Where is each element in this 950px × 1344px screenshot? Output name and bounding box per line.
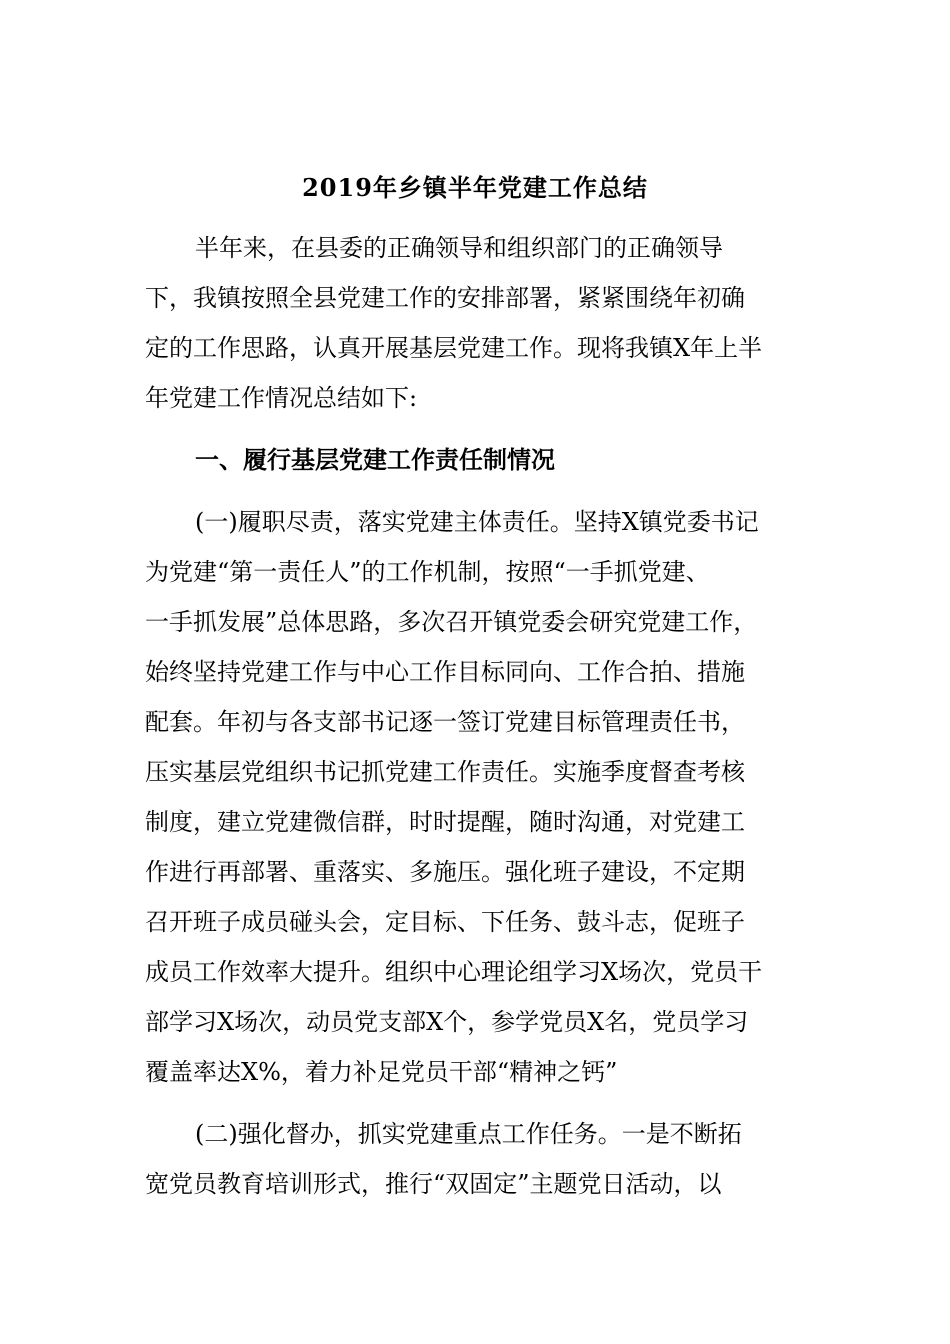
intro-line: 下，我镇按照全县党建工作的安排部署，紧紧围绕年初确 [145, 284, 745, 312]
paragraph-line: 制度，建立党建微信群，时时提醒，随时沟通，对党建工 [145, 808, 745, 836]
intro-line: 定的工作思路，认真开展基层党建工作。现将我镇X年上半 [145, 334, 763, 362]
paragraph-line: 配套。年初与各支部书记逐一签订党建目标管理责任书， [145, 708, 745, 736]
paragraph-line: (二)强化督办，抓实党建重点工作任务。一是不断拓 [195, 1120, 742, 1148]
paragraph-line: 一手抓发展”总体思路，多次召开镇党委会研究党建工作， [145, 608, 758, 636]
paragraph-line: 为党建“第一责任人”的工作机制，按照“一手抓党建、 [145, 558, 710, 586]
paragraph-line: 作进行再部署、重落实、多施压。强化班子建设，不定期 [145, 858, 745, 886]
paragraph-line: (一)履职尽责，落实党建主体责任。坚持X镇党委书记 [195, 508, 759, 536]
document-title: 2019年乡镇半年党建工作总结 [302, 173, 648, 202]
paragraph-line: 成员工作效率大提升。组织中心理论组学习X场次，党员干 [145, 958, 763, 986]
section-heading: 一、履行基层党建工作责任制情况 [195, 445, 555, 474]
paragraph-line: 宽党员教育培训形式，推行“双固定”主题党日活动，以 [145, 1170, 722, 1198]
intro-line: 年党建工作情况总结如下: [145, 384, 418, 412]
intro-line: 半年来，在县委的正确领导和组织部门的正确领导 [195, 234, 723, 262]
paragraph-line: 始终坚持党建工作与中心工作目标同向、工作合拍、措施 [145, 658, 745, 686]
paragraph-line: 召开班子成员碰头会，定目标、下任务、鼓斗志，促班子 [145, 908, 745, 936]
paragraph-line: 部学习X场次，动员党支部X个，参学党员X名，党员学习 [145, 1008, 749, 1036]
paragraph-line: 覆盖率达X%，着力补足党员干部“精神之钙” [145, 1058, 618, 1086]
paragraph-line: 压实基层党组织书记抓党建工作责任。实施季度督查考核 [145, 758, 745, 786]
